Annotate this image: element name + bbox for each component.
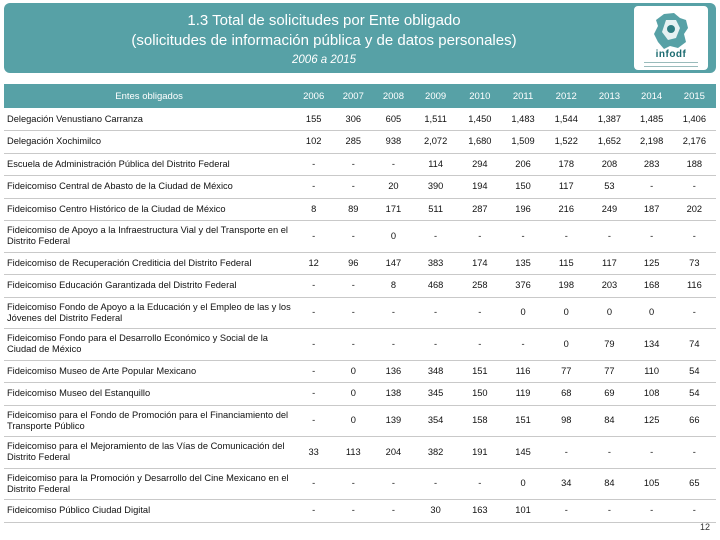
table-row [4,360,716,383]
row-value-cell: 53 [588,176,630,199]
row-value-cell: - [333,153,373,176]
row-value-cell: - [631,221,673,253]
row-value-cell: 1,652 [588,131,630,154]
row-value-cell: 65 [673,468,716,500]
row-entity-name: Escuela de Administración Pública del Distrito Federal [4,153,294,176]
row-value-cell: - [294,360,333,383]
row-value-cell: - [631,437,673,469]
row-value-cell: - [413,297,457,329]
row-value-cell: 383 [413,252,457,275]
row-value-cell: - [333,468,373,500]
row-value-cell: - [502,221,544,253]
row-value-cell: 119 [502,383,544,406]
row-value-cell: 79 [588,329,630,361]
row-value-cell: - [413,329,457,361]
row-value-cell: 98 [544,405,588,437]
row-value-cell: 84 [588,468,630,500]
row-entity-name: Delegación Xochimilco [4,131,294,154]
col-header-year: 2015 [673,84,716,108]
row-value-cell: 168 [631,275,673,298]
col-header-year: 2010 [458,84,502,108]
table-header-row [4,84,716,108]
row-value-cell: 203 [588,275,630,298]
row-value-cell: 216 [544,198,588,221]
table-row [4,131,716,154]
row-value-cell: - [294,275,333,298]
row-value-cell: 145 [502,437,544,469]
row-value-cell: 1,450 [458,108,502,131]
row-value-cell: 69 [588,383,630,406]
row-value-cell: - [294,500,333,523]
row-value-cell: 125 [631,405,673,437]
row-value-cell: - [588,500,630,523]
row-value-cell: - [294,153,333,176]
row-value-cell: 150 [502,176,544,199]
row-value-cell: 77 [544,360,588,383]
table-row [4,108,716,131]
row-value-cell: 348 [413,360,457,383]
row-value-cell: 174 [458,252,502,275]
table-row [4,329,716,361]
table-row [4,176,716,199]
row-value-cell: 117 [544,176,588,199]
row-value-cell: 151 [458,360,502,383]
row-value-cell: 101 [502,500,544,523]
row-value-cell: 283 [631,153,673,176]
row-value-cell: 73 [673,252,716,275]
col-header-year: 2012 [544,84,588,108]
row-entity-name: Fideicomiso para el Fondo de Promoción para el Financiamiento del Transporte Público [4,405,294,437]
row-value-cell: 135 [502,252,544,275]
row-value-cell: 0 [333,383,373,406]
table-row [4,437,716,469]
row-value-cell: 202 [673,198,716,221]
row-value-cell: - [294,176,333,199]
title-line-1: 1.3 Total de solicitudes por Ente obligado [187,12,461,29]
row-value-cell: 117 [588,252,630,275]
row-value-cell: - [588,437,630,469]
row-value-cell: - [631,176,673,199]
row-value-cell: 54 [673,383,716,406]
row-value-cell: 68 [544,383,588,406]
row-value-cell: - [458,221,502,253]
row-value-cell: 1,544 [544,108,588,131]
title-line-2: (solicitudes de información pública y de datos personales) [131,32,517,49]
row-value-cell: 8 [294,198,333,221]
col-header-year: 2009 [413,84,457,108]
row-value-cell: 194 [458,176,502,199]
row-value-cell: 33 [294,437,333,469]
row-value-cell: 1,522 [544,131,588,154]
row-value-cell: 34 [544,468,588,500]
row-value-cell: 114 [413,153,457,176]
row-value-cell: 605 [373,108,413,131]
row-value-cell: 287 [458,198,502,221]
row-value-cell: - [333,275,373,298]
row-value-cell: 171 [373,198,413,221]
row-value-cell: - [673,176,716,199]
col-header-year: 2013 [588,84,630,108]
row-entity-name: Fideicomiso Museo del Estanquillo [4,383,294,406]
row-value-cell: - [333,297,373,329]
infodf-logo [634,6,708,70]
row-value-cell: 150 [458,383,502,406]
row-value-cell: 116 [502,360,544,383]
row-value-cell: 249 [588,198,630,221]
row-value-cell: - [333,221,373,253]
row-value-cell: 1,509 [502,131,544,154]
row-value-cell: - [544,500,588,523]
row-value-cell: - [294,405,333,437]
row-value-cell: - [294,297,333,329]
row-entity-name: Fideicomiso para el Mejoramiento de las Vías de Comunicación del Distrito Federal [4,437,294,469]
row-value-cell: 208 [588,153,630,176]
row-value-cell: - [458,297,502,329]
row-value-cell: - [373,468,413,500]
row-value-cell: - [333,176,373,199]
row-value-cell: 134 [631,329,673,361]
table-row [4,405,716,437]
row-value-cell: 285 [333,131,373,154]
row-value-cell: 155 [294,108,333,131]
row-value-cell: - [294,383,333,406]
row-value-cell: 2,176 [673,131,716,154]
row-value-cell: 30 [413,500,457,523]
row-value-cell: - [294,329,333,361]
table-row [4,297,716,329]
row-value-cell: 188 [673,153,716,176]
row-entity-name: Fideicomiso de Recuperación Crediticia del Distrito Federal [4,252,294,275]
row-value-cell: 2,072 [413,131,457,154]
row-value-cell: - [373,297,413,329]
table-row [4,153,716,176]
row-entity-name: Fideicomiso de Apoyo a la Infraestructura Vial y del Transporte en el Distrito Federal [4,221,294,253]
row-value-cell: 1,483 [502,108,544,131]
table-row [4,468,716,500]
row-value-cell: 0 [631,297,673,329]
table-row [4,198,716,221]
row-entity-name: Fideicomiso para la Promoción y Desarrollo del Cine Mexicano en el Distrito Federal [4,468,294,500]
row-entity-name: Fideicomiso Fondo para el Desarrollo Económico y Social de la Ciudad de México [4,329,294,361]
row-value-cell: 12 [294,252,333,275]
row-entity-name: Fideicomiso Público Ciudad Digital [4,500,294,523]
row-value-cell: 0 [333,405,373,437]
row-value-cell: 125 [631,252,673,275]
row-value-cell: 1,511 [413,108,457,131]
row-value-cell: - [544,437,588,469]
row-value-cell: 1,680 [458,131,502,154]
row-entity-name: Fideicomiso Central de Abasto de la Ciudad de México [4,176,294,199]
row-value-cell: 191 [458,437,502,469]
row-entity-name: Fideicomiso Museo de Arte Popular Mexicano [4,360,294,383]
row-value-cell: - [673,437,716,469]
row-value-cell: - [631,500,673,523]
row-value-cell: 258 [458,275,502,298]
row-value-cell: 382 [413,437,457,469]
row-value-cell: 147 [373,252,413,275]
row-value-cell: - [588,221,630,253]
row-value-cell: 511 [413,198,457,221]
row-value-cell: 938 [373,131,413,154]
row-value-cell: 102 [294,131,333,154]
table-body [4,108,716,522]
table-row [4,500,716,523]
row-value-cell: - [458,468,502,500]
row-value-cell: 306 [333,108,373,131]
table-row [4,275,716,298]
row-entity-name: Delegación Venustiano Carranza [4,108,294,131]
row-value-cell: 0 [333,360,373,383]
row-value-cell: 198 [544,275,588,298]
logo-divider [644,62,698,67]
row-value-cell: - [413,221,457,253]
row-value-cell: 345 [413,383,457,406]
row-value-cell: 0 [373,221,413,253]
row-entity-name: Fideicomiso Fondo de Apoyo a la Educación y el Empleo de las y los Jóvenes del Distrito Federal [4,297,294,329]
row-value-cell: 105 [631,468,673,500]
row-value-cell: 196 [502,198,544,221]
col-header-year: 2007 [333,84,373,108]
page-subtitle: 2006 a 2015 [292,54,356,66]
row-value-cell: 0 [544,329,588,361]
logo-text: infodf [655,49,687,60]
row-value-cell: 151 [502,405,544,437]
col-header-year: 2011 [502,84,544,108]
row-value-cell: 158 [458,405,502,437]
row-value-cell: 113 [333,437,373,469]
row-value-cell: 163 [458,500,502,523]
title-banner [4,3,716,73]
row-value-cell: - [373,153,413,176]
row-value-cell: - [413,468,457,500]
row-value-cell: 206 [502,153,544,176]
row-value-cell: 115 [544,252,588,275]
row-value-cell: 8 [373,275,413,298]
page-number: 12 [699,522,710,532]
row-value-cell: 110 [631,360,673,383]
page-title [4,11,644,51]
row-value-cell: 96 [333,252,373,275]
table-row [4,383,716,406]
row-value-cell: 89 [333,198,373,221]
row-value-cell: 138 [373,383,413,406]
row-entity-name: Fideicomiso Centro Histórico de la Ciudad de México [4,198,294,221]
row-value-cell: - [502,329,544,361]
row-value-cell: 66 [673,405,716,437]
row-value-cell: - [294,468,333,500]
row-value-cell: 1,406 [673,108,716,131]
row-value-cell: - [333,500,373,523]
col-header-year: 2006 [294,84,333,108]
row-value-cell: 1,387 [588,108,630,131]
solicitudes-table [4,84,716,523]
row-value-cell: 468 [413,275,457,298]
row-value-cell: 390 [413,176,457,199]
row-value-cell: 1,485 [631,108,673,131]
row-value-cell: 139 [373,405,413,437]
row-value-cell: - [673,297,716,329]
row-value-cell: 0 [588,297,630,329]
row-value-cell: 116 [673,275,716,298]
table-row [4,221,716,253]
row-value-cell: 54 [673,360,716,383]
row-value-cell: 84 [588,405,630,437]
row-value-cell: - [673,221,716,253]
map-logo-icon [650,12,692,50]
col-header-entes: Entes obligados [4,84,294,108]
row-value-cell: 354 [413,405,457,437]
row-value-cell: 108 [631,383,673,406]
row-value-cell: 136 [373,360,413,383]
row-value-cell: - [373,329,413,361]
col-header-year: 2008 [373,84,413,108]
row-value-cell: - [673,500,716,523]
row-value-cell: - [458,329,502,361]
row-value-cell: - [294,221,333,253]
row-value-cell: - [373,500,413,523]
row-value-cell: 77 [588,360,630,383]
row-value-cell: - [544,221,588,253]
row-value-cell: 20 [373,176,413,199]
row-value-cell: - [333,329,373,361]
row-value-cell: 294 [458,153,502,176]
table-row [4,252,716,275]
row-value-cell: 0 [544,297,588,329]
row-value-cell: 0 [502,297,544,329]
row-value-cell: 0 [502,468,544,500]
row-value-cell: 204 [373,437,413,469]
row-value-cell: 2,198 [631,131,673,154]
row-value-cell: 187 [631,198,673,221]
row-value-cell: 376 [502,275,544,298]
row-value-cell: 74 [673,329,716,361]
col-header-year: 2014 [631,84,673,108]
row-entity-name: Fideicomiso Educación Garantizada del Distrito Federal [4,275,294,298]
row-value-cell: 178 [544,153,588,176]
